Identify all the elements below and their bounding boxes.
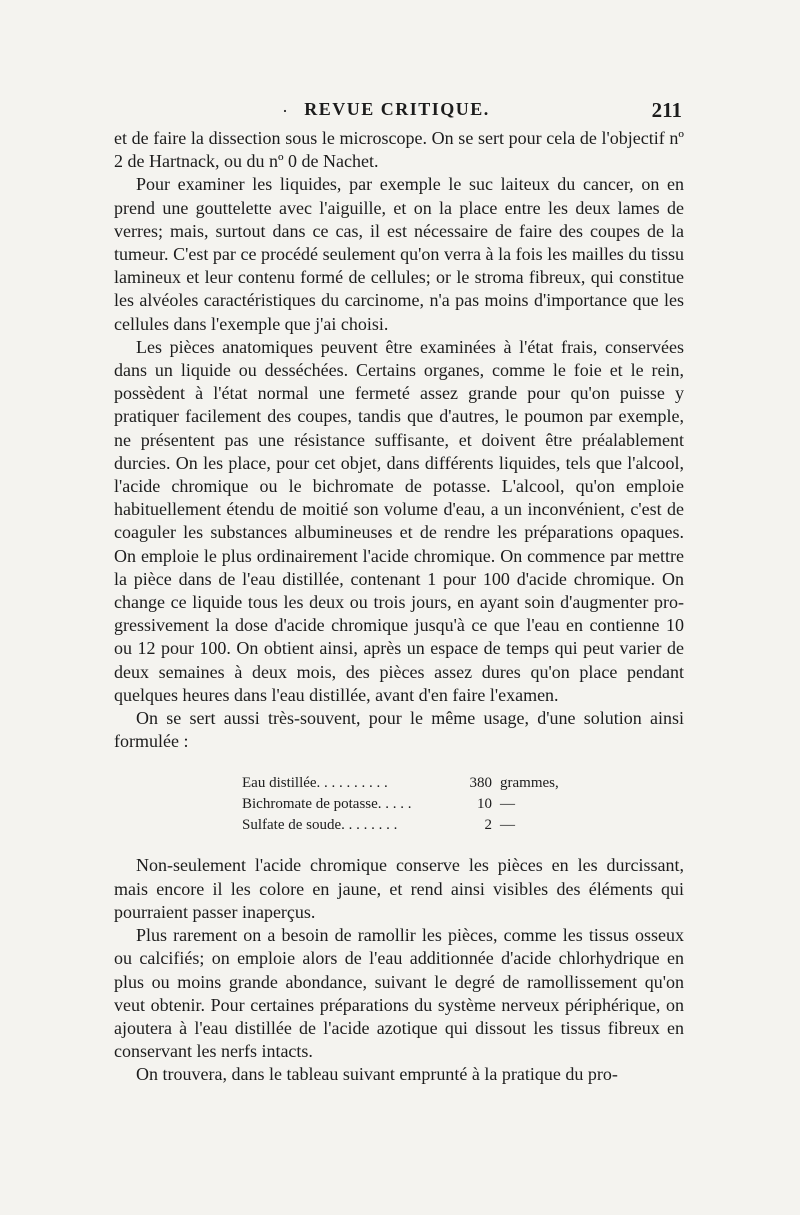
formula-item: Sulfate de soude. . . . . . . . [242, 817, 398, 834]
running-header [112, 99, 682, 125]
paragraph-liquides: Pour examiner les liquides, par exemple le suc laiteux du cancer, on en prend une gouttelette avec l'aiguille, et on la place entre les deux lames de verres; mais, surtout dans ce cas, il est nécessaire de faire des coupes de la tumeur. C'est par ce procédé seulement qu'on verra à la fois les mailles du tissu lamineux et leur contenu formé de cellules; or le stroma fibreux, qui constitue les alvéoles caractéristiques du carcinome, n'a pas moins d'importance que les cellules dans l'exemple que j'ai choisi. [114, 174, 684, 334]
page-number: 211 [651, 98, 682, 122]
formula-value: 10 [477, 796, 492, 813]
paragraph-ramollir: Plus rarement on a besoin de ramollir les pièces, comme les tissus osseux ou calcifiés; on emploie alors de l'eau additionnée d'acide chlorhydrique en plus ou moins grande abondance, suivant le degré de ramollissement qu'on veut obtenir. Pour certaines préparations du système nerveux périphérique, on ajoutera à l'eau distillée de l'acide azotique qui dissout les tissus fibreux en conservant les nerfs intacts. [114, 925, 684, 1062]
formula-value: 380 [469, 775, 492, 792]
formula-item: Bichromate de potasse. . . . . [242, 796, 412, 813]
page-body [114, 127, 684, 1087]
formula-item: Eau distillée. . . . . . . . . . [242, 775, 388, 792]
formula-table [242, 773, 684, 836]
formula-unit: — [500, 817, 515, 834]
paragraph-acide-chromique: Non-seulement l'acide chromique conserve les pièces en les durcissant, mais encore il les colore en jaune, et rend ainsi visibles des éléments qui pourraient passer inaperçus. [114, 855, 684, 922]
header-dot: · [282, 101, 288, 121]
paragraph-pieces-anatomiques: Les pièces anatomiques peuvent être examinées à l'état frais, conservées dans un liquide ou desséchées. Certains organes, comme le foie et le rein, possèdent à l'état normal une fermeté assez grande pour qu'on puisse y pratiquer facilement des coupes, tandis que d'autres, le poumon par exemple, ne présentent pas une résistance suffisante, et doivent être préalablement durcies. On les place, pour cet objet, dans différents liquides, tels que l'alcool, l'acide chromique ou le bichromate de potasse. L'alcool, qu'on emploie habituellement étendu de moitié son volume d'eau, a un inconvénient, c'est de coaguler les substances albumineuses et de rendre les préparations opaques. On emploie le plus ordinairement l'acide chromique. On commence par mettre la pièce dans de l'eau distillée, contenant 1 pour 100 d'acide chromique. On change ce liquide tous les deux ou trois jours, en ayant soin d'augmenter progressivement la dose d'acide chromique jusqu'à ce que l'eau en contienne 10 ou 12 pour 100. On obtient ainsi, après un espace de temps qui peut varier de deux semaines à deux mois, des pièces assez dures qu'on place pendant quelques heures dans l'eau distillée, avant d'en faire l'examen. [114, 336, 684, 705]
formula-row [242, 815, 684, 836]
formula-unit: grammes, [500, 775, 559, 792]
paragraph-solution: On se sert aussi très-souvent, pour le même usage, d'une solution ainsi formulée : [114, 708, 684, 752]
formula-row [242, 794, 684, 815]
paragraph-tableau: On trouvera, dans le tableau suivant emprunté à la pratique du pro- [136, 1064, 618, 1085]
formula-row [242, 773, 684, 794]
formula-unit: — [500, 796, 515, 813]
formula-value: 2 [484, 817, 492, 834]
running-title: REVUE CRITIQUE. [304, 99, 490, 119]
paragraph-continued: et de faire la dissection sous le microscope. On se sert pour cela de l'objectif nº 2 de Hartnack, ou du nº 0 de Nachet. [114, 128, 684, 172]
